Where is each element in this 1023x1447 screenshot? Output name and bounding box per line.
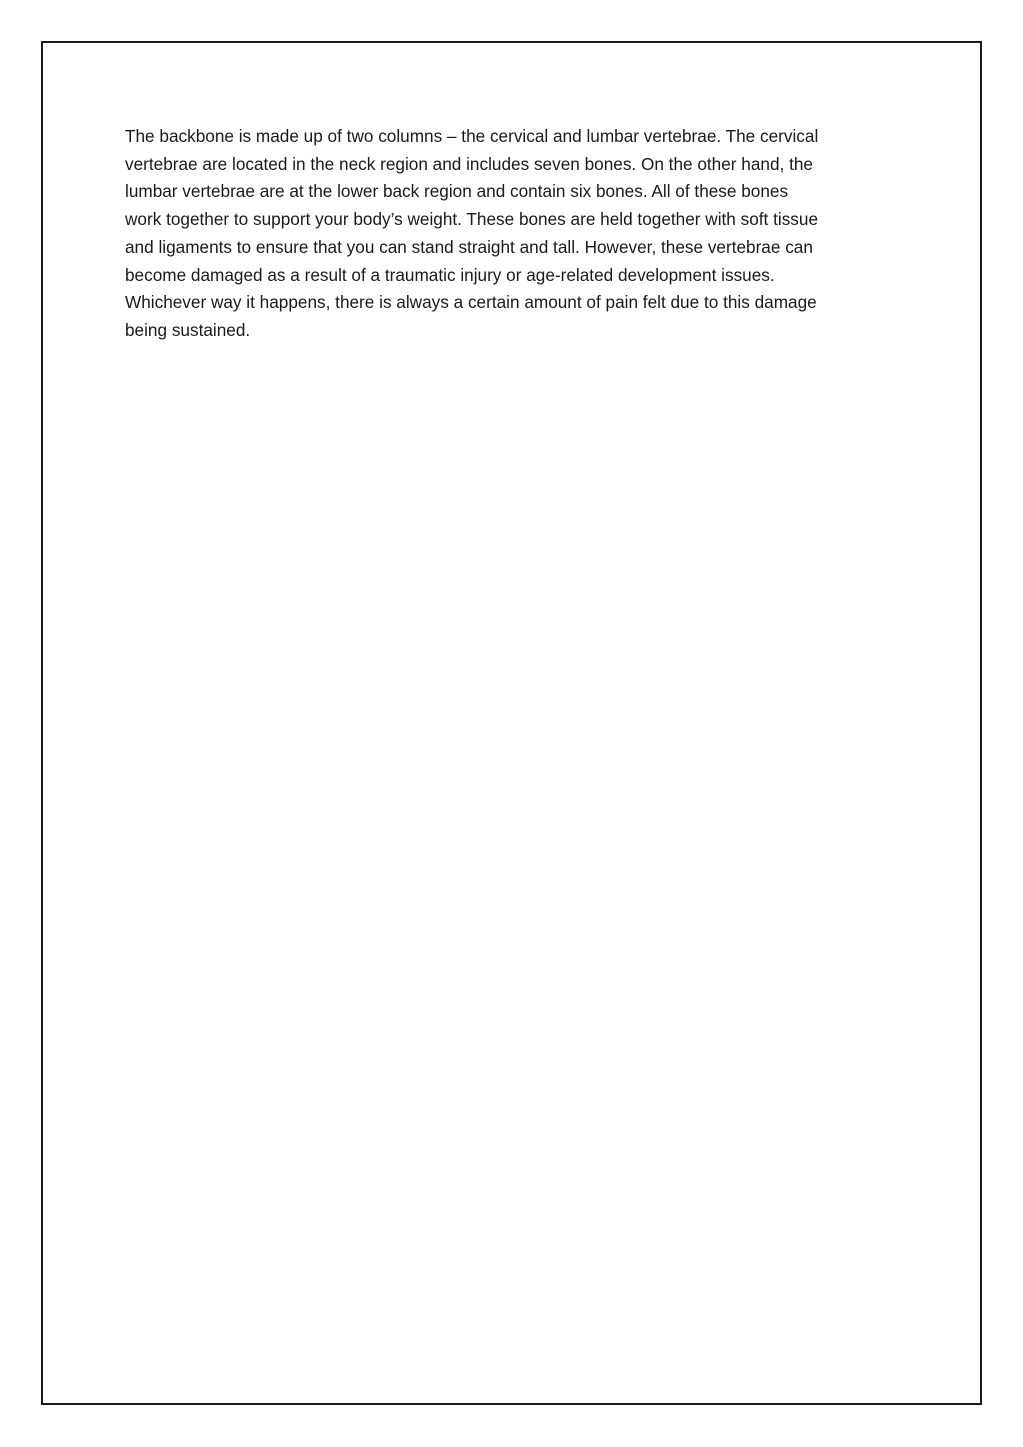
paragraph-line: Whichever way it happens, there is always a certain amount of pain felt due to this damage bbox=[125, 292, 817, 313]
paragraph-line: lumbar vertebrae are at the lower back region and contain six bones. All of these bones bbox=[125, 181, 789, 202]
paragraph-line: The backbone is made up of two columns – the cervical and lumbar vertebrae. The cervical bbox=[125, 126, 819, 146]
paragraph-line: vertebrae are located in the neck region and includes seven bones. On the other hand, the bbox=[125, 153, 813, 174]
page-frame bbox=[41, 41, 982, 1405]
paragraph-line: work together to support your body’s weight. These bones are held together with soft tissue bbox=[125, 209, 818, 230]
paragraph-line: become damaged as a result of a traumatic injury or age-related development issues. bbox=[125, 264, 775, 285]
paragraph-line: being sustained. bbox=[125, 319, 251, 340]
body-paragraph bbox=[125, 123, 905, 345]
paragraph-line: and ligaments to ensure that you can stand straight and tall. However, these vertebrae can bbox=[125, 236, 813, 257]
